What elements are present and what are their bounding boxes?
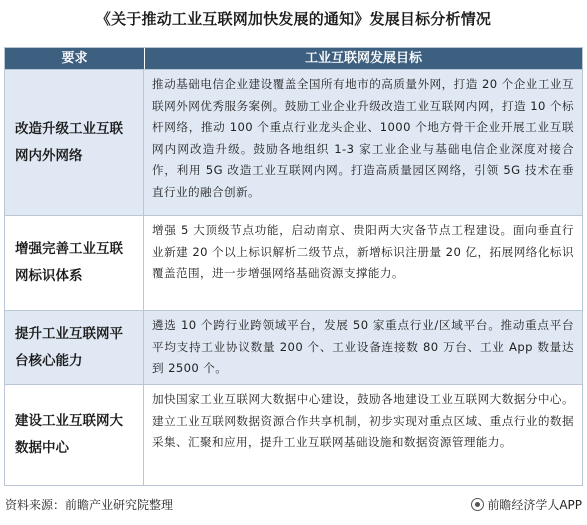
requirement-cell: 提升工业互联网平台核心能力 [5, 311, 144, 384]
page-title: 《关于推动工业互联网加快发展的通知》发展目标分析情况 [95, 10, 492, 28]
requirement-cell: 建设工业互联网大数据中心 [5, 385, 144, 485]
qianzhan-logo-icon [471, 498, 484, 511]
goal-cell: 遴选 10 个跨行业跨领域平台，发展 50 家重点行业/区域平台。推动重点平台平均支持工业协议数量 200 个、工业设备连接数 80 万台、工业 App 数量达到 2500 个。 [152, 318, 574, 375]
table-row [5, 69, 582, 215]
goal-cell: 推动基础电信企业建设覆盖全国所有地市的高质量外网，打造 20 个企业工业互联网外网优秀服务案例。鼓励工业企业升级改造工业互联网内网，打造 10 个标杆网络，推动 100 个重点行业龙头企业、1000 个地方骨干企业开展工业互联网内网改造升级。鼓励各地组织 1-3 家工业企业与基础电信企业深度对接合作，利用 5G 改造工业互联网内网。打造高质量园区网络，引领 5G 技术在垂直行业的融合创新。 [152, 77, 574, 199]
goals-table [4, 47, 583, 486]
table-row [5, 384, 582, 485]
source-note: 资料来源：前瞻产业研究院整理 [5, 498, 174, 512]
table-header [5, 48, 582, 69]
goal-cell: 加快国家工业互联网大数据中心建设，鼓励各地建设工业互联网大数据分中心。建立工业互联网数据资源合作共享机制，初步实现对重点区域、重点行业的数据采集、汇聚和应用，提升工业互联网基础设施和数据资源管理能力。 [152, 392, 574, 449]
brand-mark [471, 496, 582, 513]
table-row [5, 310, 582, 384]
header-goal: 工业互联网发展目标 [304, 51, 422, 66]
goal-cell: 增强 5 大顶级节点功能，启动南京、贵阳两大灾备节点工程建设。面向垂直行业新建 20 个以上标识解析二级节点，新增标识注册量 20 亿，拓展网络化标识覆盖范围，进一步增强网络基础资源支撑能力。 [152, 223, 574, 280]
requirement-cell: 改造升级工业互联网内外网络 [5, 70, 144, 215]
table-row [5, 215, 582, 310]
brand-label: 前瞻经济学人APP [487, 498, 582, 512]
requirement-cell: 增强完善工业互联网标识体系 [5, 216, 144, 310]
header-requirement: 要求 [5, 48, 145, 69]
